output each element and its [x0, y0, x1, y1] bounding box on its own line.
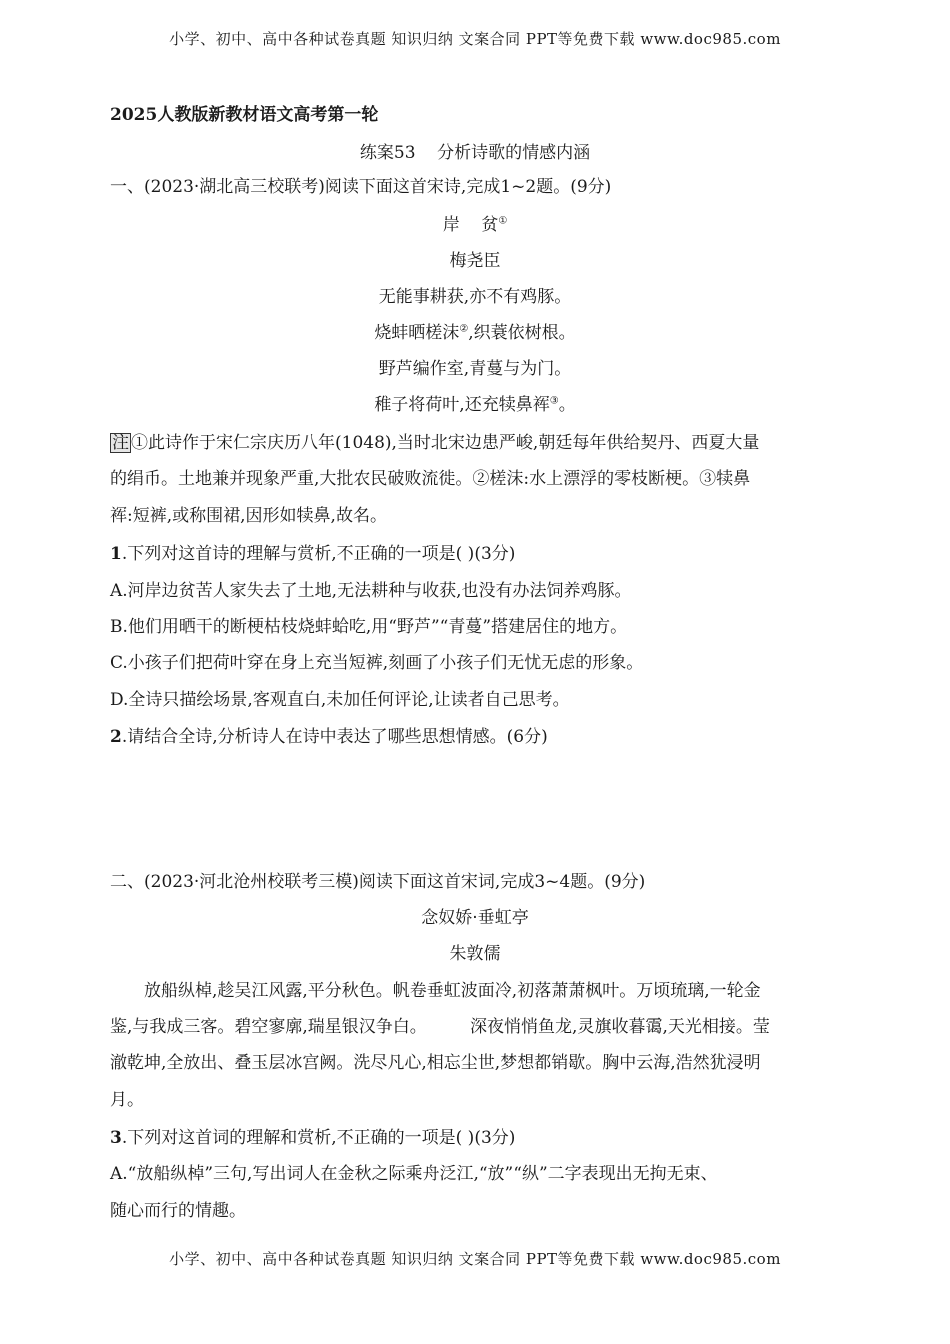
poem1-line-4-pre: 稚子将荷叶,还充犊鼻裈 [374, 395, 550, 415]
q1-option-c: C.小孩子们把荷叶穿在身上充当短裤,刻画了小孩子们无忧无虑的形象。 [110, 653, 644, 673]
q1-option-b: B.他们用晒干的断梗枯枝烧蚌蛤吃,用“野芦”“青蔓”搭建居住的地方。 [110, 617, 628, 637]
poem1-line-4-note: ③ [549, 395, 559, 407]
question-3 [110, 1127, 840, 1149]
question-3-number: 3 [110, 1128, 122, 1148]
notes-line-2: 的绢币。土地兼并现象严重,大批农民破败流徙。②槎沫:水上漂浮的零枝断梗。③犊鼻 [110, 469, 751, 489]
page-header: 小学、初中、高中各种试卷真题 知识归纳 文案合同 PPT等免费下载 www.doc985.com [169, 30, 781, 48]
section2-heading: 二、(2023·河北沧州校联考三模)阅读下面这首宋词,完成3~4题。(9分) [110, 872, 646, 892]
page-footer: 小学、初中、高中各种试卷真题 知识归纳 文案合同 PPT等免费下载 www.doc985.com [169, 1250, 781, 1268]
poem2-author: 朱敦儒 [449, 944, 501, 964]
poem2-body-line-2: 鉴,与我成三客。碧空寥廓,瑞星银汉争白。 深夜悄悄鱼龙,灵旗收暮霭,天光相接。莹 [110, 1017, 770, 1037]
poem1-title [0, 214, 950, 236]
poem1-line-4 [0, 394, 950, 416]
question-2 [110, 726, 840, 748]
q1-option-d: D.全诗只描绘场景,客观直白,未加任何评论,让读者自己思考。 [110, 690, 570, 710]
poem2-body-line-1: 放船纵棹,趁吴江风露,平分秋色。帆卷垂虹波面冷,初落萧萧枫叶。万顷琉璃,一轮金 [144, 981, 761, 1001]
question-1-number: 1 [110, 544, 122, 564]
poem1-line-3: 野芦编作室,青蔓与为门。 [378, 359, 572, 379]
poem1-title-note: ① [498, 215, 508, 227]
notes-line-1-text: ①此诗作于宋仁宗庆历八年(1048),当时北宋边患严峻,朝廷每年供给契丹、西夏大量 [131, 433, 760, 453]
poem1-title-text: 岸 贫 [442, 215, 499, 235]
doc-title: 2025人教版新教材语文高考第一轮 [110, 105, 379, 125]
poem1-line-2-post: ,织蓑依树根。 [468, 323, 576, 343]
poem1-line-4-post: 。 [558, 395, 576, 415]
question-1-text: .下列对这首诗的理解与赏析,不正确的一项是( )(3分) [121, 544, 516, 564]
q3-option-a-line-2: 随心而行的情趣。 [110, 1201, 246, 1221]
notes-line-1 [110, 432, 840, 454]
question-2-number: 2 [110, 727, 122, 747]
lesson-title: 练案53 分析诗歌的情感内涵 [359, 143, 591, 163]
poem1-line-2 [0, 322, 950, 344]
notes-line-3: 裈:短裤,或称围裙,因形如犊鼻,故名。 [110, 506, 387, 526]
question-2-text: .请结合全诗,分析诗人在诗中表达了哪些思想情感。(6分) [121, 727, 548, 747]
poem2-body-line-3: 澈乾坤,全放出、叠玉层冰宫阙。洗尽凡心,相忘尘世,梦想都销歇。胸中云海,浩然犹浸明 [110, 1053, 761, 1073]
poem1-line-2-note: ② [459, 323, 469, 335]
q3-option-a-line-1: A.“放船纵棹”三句,写出词人在金秋之际乘舟泛江,“放”“纵”二字表现出无拘无束、 [110, 1164, 718, 1184]
poem2-body-line-4: 月。 [110, 1090, 144, 1110]
section1-heading: 一、(2023·湖北高三校联考)阅读下面这首宋诗,完成1~2题。(9分) [110, 177, 612, 197]
question-3-text: .下列对这首词的理解和赏析,不正确的一项是( )(3分) [121, 1128, 516, 1148]
note-label: 注 [112, 433, 129, 453]
poem2-title: 念奴娇·垂虹亭 [421, 908, 529, 928]
poem1-line-2-pre: 烧蚌晒槎沫 [374, 323, 460, 343]
poem1-line-1: 无能事耕获,亦不有鸡豚。 [378, 287, 572, 307]
poem1-author: 梅尧臣 [449, 251, 501, 271]
question-1 [110, 543, 840, 565]
q1-option-a: A.河岸边贫苦人家失去了土地,无法耕种与收获,也没有办法饲养鸡豚。 [110, 581, 632, 601]
